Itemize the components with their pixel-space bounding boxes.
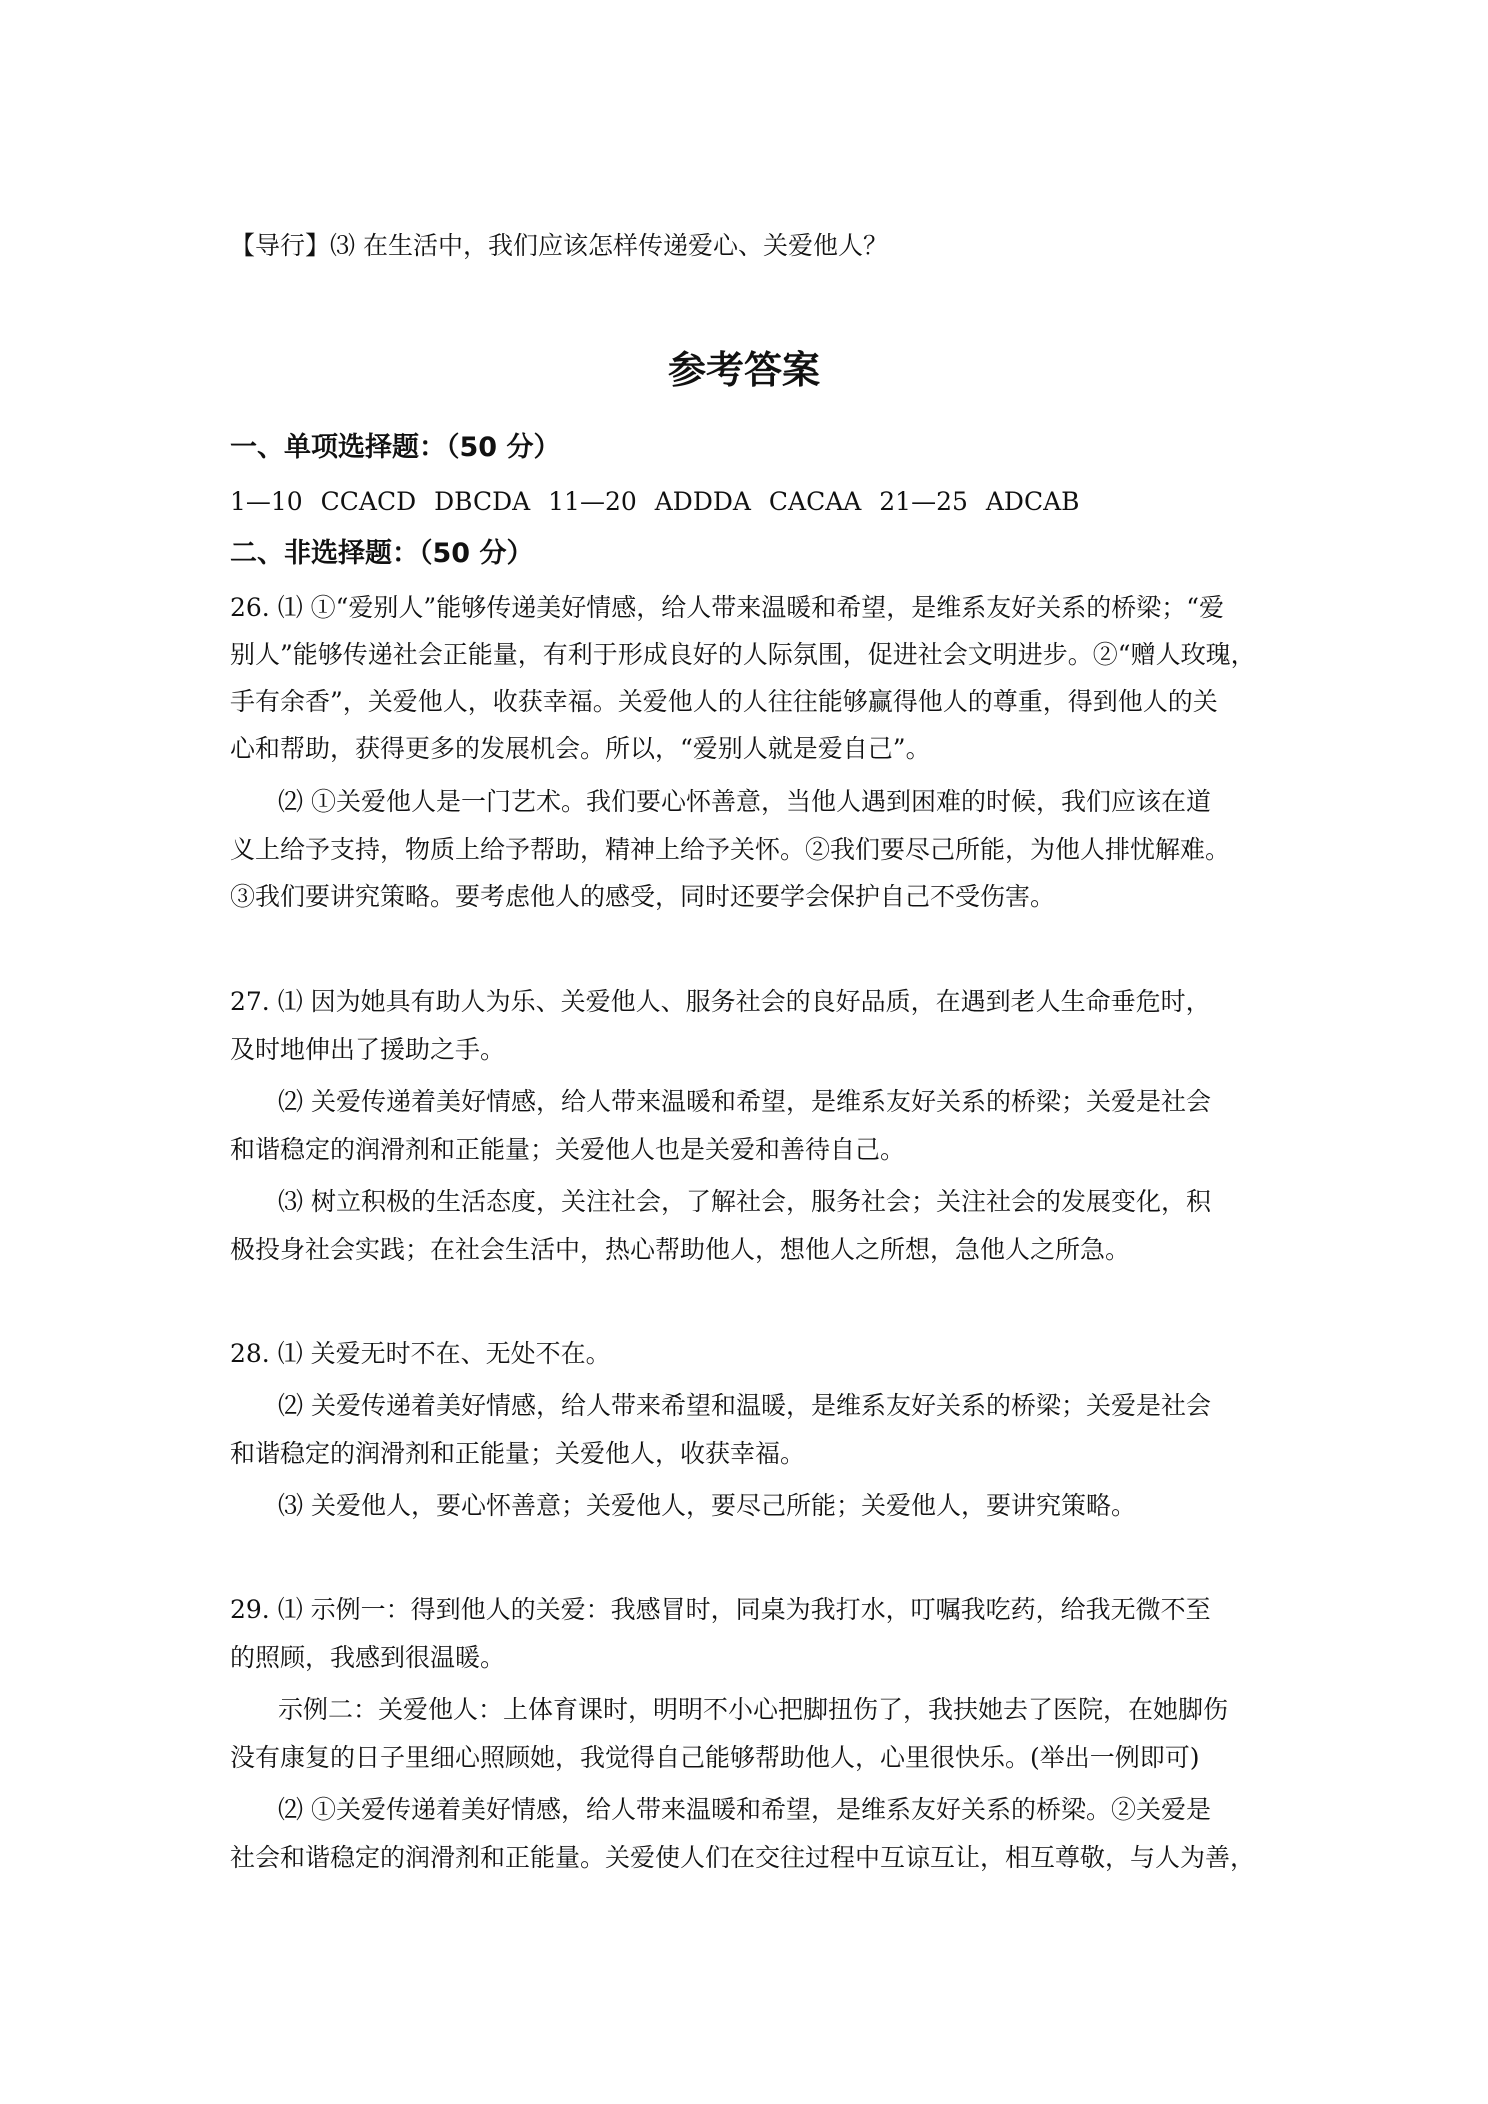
- q26-line: 心和帮助，获得更多的发展机会。所以，“爱别人就是爱自己”。: [230, 734, 931, 763]
- q26-line: ⑵ ①关爱他人是一门艺术。我们要心怀善意，当他人遇到困难的时候，我们应该在道: [278, 787, 1211, 816]
- q28-line: 和谐稳定的润滑剂和正能量；关爱他人，收获幸福。: [230, 1439, 806, 1468]
- q27-line: 27. ⑴ 因为她具有助人为乐、关爱他人、服务社会的良好品质，在遇到老人生命垂危时，: [230, 987, 1211, 1016]
- q26-line: 26. ⑴ ①“爱别人”能够传递美好情感，给人带来温暖和希望，是维系友好关系的桥梁；“爱: [230, 593, 1224, 622]
- q29-line: 社会和谐稳定的润滑剂和正能量。关爱使人们在交往过程中互谅互让，相互尊敬，与人为善，: [230, 1843, 1256, 1872]
- section1-heading: 一、单项选择题：（50 分）: [230, 432, 561, 463]
- q27-line: ⑵ 关爱传递着美好情感，给人带来温暖和希望，是维系友好关系的桥梁；关爱是社会: [278, 1087, 1211, 1116]
- section2-heading: 二、非选择题：（50 分）: [230, 538, 534, 569]
- choice-answers: 1—10 CCACD DBCDA 11—20 ADDDA CACAA 21—25 ADCAB: [230, 487, 1080, 516]
- q26-line: ③我们要讲究策略。要考虑他人的感受，同时还要学会保护自己不受伤害。: [230, 882, 1056, 911]
- q29-line: 示例二：关爱他人：上体育课时，明明不小心把脚扭伤了，我扶她去了医院，在她脚伤: [278, 1695, 1229, 1724]
- q26-line: 义上给予支持，物质上给予帮助，精神上给予关怀。②我们要尽己所能，为他人排忧解难。: [230, 835, 1231, 864]
- q28-line: 28. ⑴ 关爱无时不在、无处不在。: [230, 1339, 611, 1368]
- q28-line: ⑶ 关爱他人，要心怀善意；关爱他人，要尽己所能；关爱他人，要讲究策略。: [278, 1491, 1136, 1520]
- q29-line: 29. ⑴ 示例一：得到他人的关爱：我感冒时，同桌为我打水，叮嘱我吃药，给我无微不至: [230, 1595, 1211, 1624]
- q26-line: 手有余香”，关爱他人，收获幸福。关爱他人的人往往能够赢得他人的尊重，得到他人的关: [230, 687, 1218, 716]
- q26-line: 别人”能够传递社会正能量，有利于形成良好的人际氛围，促进社会文明进步。②“赠人玫瑰，: [230, 640, 1256, 669]
- q28-line: ⑵ 关爱传递着美好情感，给人带来希望和温暖，是维系友好关系的桥梁；关爱是社会: [278, 1391, 1211, 1420]
- q27-line: ⑶ 树立积极的生活态度，关注社会，了解社会，服务社会；关注社会的发展变化，积: [278, 1187, 1211, 1216]
- q29-line: 没有康复的日子里细心照顾她，我觉得自己能够帮助他人，心里很快乐。(举出一例即可): [230, 1743, 1200, 1772]
- q27-line: 及时地伸出了援助之手。: [230, 1035, 506, 1064]
- q29-line: 的照顾，我感到很温暖。: [230, 1643, 506, 1672]
- q27-line: 和谐稳定的润滑剂和正能量；关爱他人也是关爱和善待自己。: [230, 1135, 906, 1164]
- q27-line: 极投身社会实践；在社会生活中，热心帮助他人，想他人之所想，急他人之所急。: [230, 1235, 1131, 1264]
- intro-question: 【导行】⑶ 在生活中，我们应该怎样传递爱心、关爱他人？: [230, 231, 888, 260]
- page-title: 参考答案: [667, 348, 820, 392]
- q29-line: ⑵ ①关爱传递着美好情感，给人带来温暖和希望，是维系友好关系的桥梁。②关爱是: [278, 1795, 1211, 1824]
